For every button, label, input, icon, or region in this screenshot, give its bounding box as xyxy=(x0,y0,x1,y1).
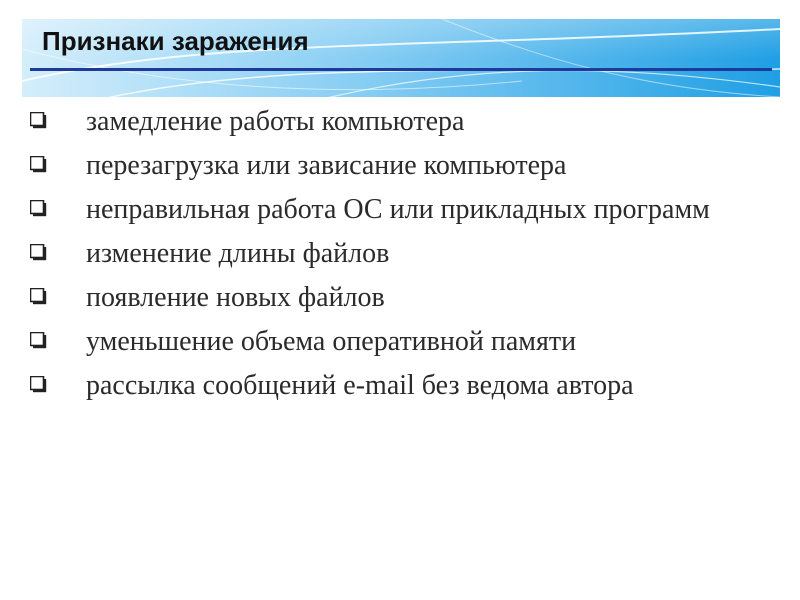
list-item xyxy=(30,322,752,362)
list-item xyxy=(30,102,752,142)
list-item-text: перезагрузка или зависание компьютера xyxy=(86,150,567,181)
bullet-list xyxy=(30,102,752,410)
list-item xyxy=(30,190,752,230)
list-item-text: рассылка сообщений e-mail без ведома автора xyxy=(86,370,634,401)
checkbox-bullet-icon xyxy=(30,156,47,173)
list-item xyxy=(30,278,752,318)
list-item-text: неправильная работа ОС или прикладных программ xyxy=(86,194,710,225)
checkbox-bullet-icon xyxy=(30,332,47,349)
list-item xyxy=(30,234,752,274)
checkbox-bullet-icon xyxy=(30,200,47,217)
slide-title: Признаки заражения xyxy=(42,26,309,56)
list-item xyxy=(30,366,752,406)
list-item xyxy=(30,146,752,186)
checkbox-bullet-icon xyxy=(30,244,47,261)
list-item-text: изменение длины файлов xyxy=(86,238,390,269)
checkbox-bullet-icon xyxy=(30,376,47,393)
list-item-text: замедление работы компьютера xyxy=(86,106,465,137)
list-item-text: уменьшение объема оперативной памяти xyxy=(86,326,577,357)
checkbox-bullet-icon xyxy=(30,288,47,305)
checkbox-bullet-icon xyxy=(30,112,47,129)
list-item-text: появление новых файлов xyxy=(86,282,385,313)
